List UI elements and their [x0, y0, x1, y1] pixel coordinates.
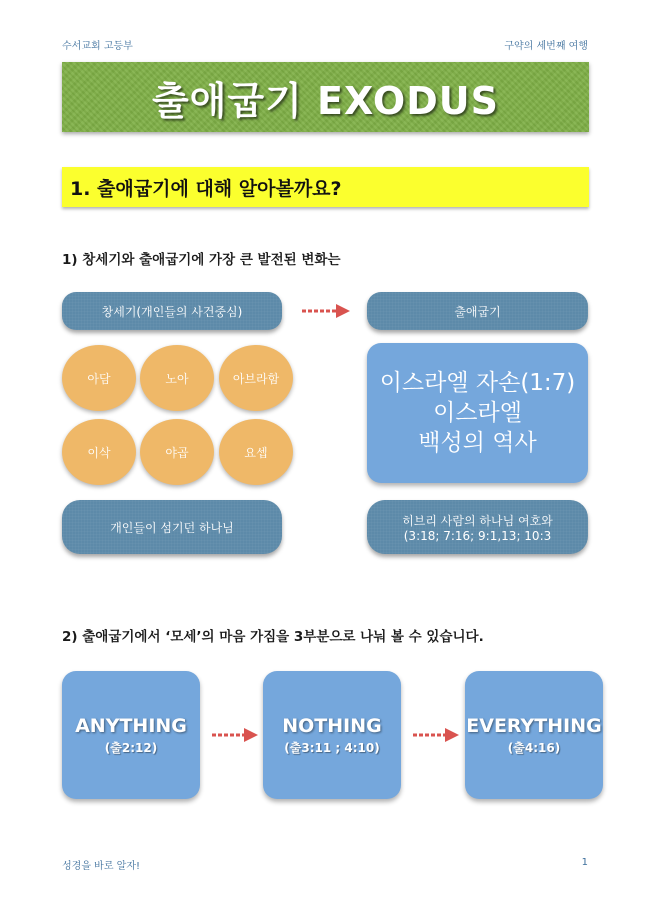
arrow-right-icon: [210, 726, 260, 744]
question1-heading: 1) 창세기와 출애굽기에 가장 큰 발전된 변화는: [62, 252, 341, 268]
hebrew-god-line1: 히브리 사람의 하나님 여호와: [402, 513, 553, 528]
genesis-pill-label: 창세기(개인들의 사건중심): [101, 304, 243, 319]
section-title: 1. 출애굽기에 대해 알아볼까요?: [70, 177, 342, 200]
title-banner: [62, 62, 589, 132]
personal-god-pill: [62, 500, 282, 554]
person-name: 야곱: [165, 445, 189, 460]
arrow-right-icon: [411, 726, 461, 744]
stage-title: EVERYTHING: [466, 714, 602, 737]
israel-box-line: 이스라엘 자손(1:7): [379, 370, 576, 396]
header-right-text: 구약의 세번째 여행: [504, 41, 588, 52]
person-name: 아담: [87, 371, 111, 386]
person-circle-abraham: [219, 345, 293, 411]
stage-box-anything: [62, 671, 200, 799]
stage-reference: (출2:12): [104, 740, 158, 755]
person-name: 요셉: [244, 445, 268, 460]
stage-title: ANYTHING: [75, 714, 187, 737]
genesis-pill: [62, 292, 282, 330]
person-circle-adam: [62, 345, 136, 411]
exodus-pill-label: 출애굽기: [454, 304, 501, 319]
page-number: 1: [581, 857, 588, 868]
header-left-text: 수서교회 고등부: [62, 41, 133, 52]
question2-heading: 2) 출애굽기에서 ‘모세’의 마음 가짐을 3부분으로 나눠 볼 수 있습니다.: [62, 629, 484, 645]
israel-history-box: [367, 343, 588, 483]
exodus-pill: [367, 292, 588, 330]
person-circle-noah: [140, 345, 214, 411]
person-name: 아브라함: [232, 371, 280, 386]
hebrew-god-line2: (3:18; 7:16; 9:1,13; 10:3: [403, 528, 552, 543]
hebrew-god-pill: [367, 500, 588, 554]
stage-title: NOTHING: [282, 714, 382, 737]
israel-box-line: 백성의 역사: [418, 430, 537, 456]
footer-left-text: 성경을 바로 알자!: [62, 861, 140, 872]
stage-reference: (출3:11 ; 4:10): [284, 740, 380, 755]
stage-box-nothing: [263, 671, 401, 799]
stage-reference: (출4:16): [507, 740, 561, 755]
person-circle-jacob: [140, 419, 214, 485]
banner-title: 출애굽기 EXODUS: [151, 78, 500, 123]
israel-box-line: 이스라엘: [433, 400, 522, 426]
person-name: 이삭: [87, 445, 111, 460]
person-name: 노아: [165, 371, 189, 386]
person-circle-joseph: [219, 419, 293, 485]
section-bar: [62, 167, 589, 207]
personal-god-label: 개인들이 섬기던 하나님: [110, 520, 234, 535]
person-circle-isaac: [62, 419, 136, 485]
arrow-right-icon: [300, 302, 352, 320]
stage-box-everything: [465, 671, 603, 799]
